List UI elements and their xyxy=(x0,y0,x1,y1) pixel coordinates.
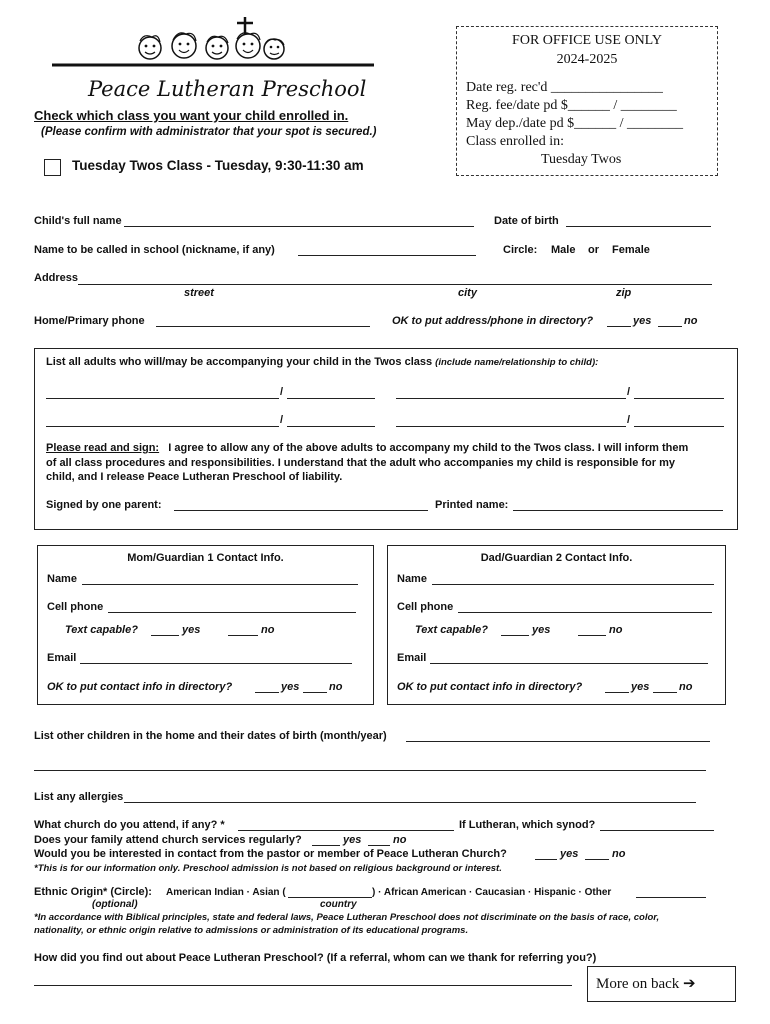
agreement-line-2: of all class procedures and responsibilities. I understand that the adult who accompanies my child is responsible for my xyxy=(46,457,675,469)
attend-regularly-label: Does your family attend church services regularly? xyxy=(34,834,302,846)
other-children-label: List other children in the home and their dates of birth (month/year) xyxy=(34,730,387,742)
nondiscrimination-2: nationality, or ethnic origin relative to admissions or administration of its educational programs. xyxy=(34,925,469,936)
contact-pastor-label: Would you be interested in contact from the pastor or member of Peace Lutheran Church? xyxy=(34,848,507,860)
ethnic-options-a[interactable]: American Indian · Asian ( xyxy=(166,887,286,898)
guardian-1-text-yes-field[interactable] xyxy=(151,635,179,636)
adults-instruction xyxy=(46,356,598,368)
synod-label: If Lutheran, which synod? xyxy=(459,819,596,831)
contact-yes-field[interactable] xyxy=(535,859,557,860)
nickname-field[interactable] xyxy=(298,255,476,256)
adults-instruction-text: List all adults who will/may be accompanying your child in the Twos class xyxy=(46,356,433,368)
guardian-2-text-no-field[interactable] xyxy=(578,635,606,636)
adult-3-name-field[interactable] xyxy=(46,426,279,427)
contact-no-field[interactable] xyxy=(585,859,609,860)
guardian-1-text-capable: Text capable? xyxy=(65,624,138,636)
adult-1-slash: / xyxy=(280,386,284,398)
allergies-field[interactable] xyxy=(124,802,696,803)
attend-yes-field[interactable] xyxy=(312,845,340,846)
ethnic-other-field[interactable] xyxy=(636,897,706,898)
agreement-text-1: I agree to allow any of the above adults to accompany my child to the Twos class. I will inform them xyxy=(168,442,689,454)
agreement-line-1 xyxy=(46,442,688,454)
synod-field[interactable] xyxy=(600,830,714,831)
other-children-field[interactable] xyxy=(406,741,710,742)
guardian-1-ok-directory: OK to put contact info in directory? xyxy=(47,681,233,693)
confirm-note: (Please confirm with administrator that your spot is secured.) xyxy=(41,126,377,138)
header-illustration xyxy=(52,15,374,69)
guardian-1-name-label: Name xyxy=(47,573,77,585)
guardian-1-text-no: no xyxy=(261,624,275,636)
signature-field[interactable] xyxy=(174,510,428,511)
nondiscrimination-1: *In accordance with Biblical principles, state and federal laws, Peace Lutheran Preschool does not discriminate on the basis of race, color, xyxy=(34,912,660,923)
guardian-2-cell-label: Cell phone xyxy=(397,601,454,613)
guardian-2-text-yes-field[interactable] xyxy=(501,635,529,636)
guardian-2-ok-no-field[interactable] xyxy=(653,692,677,693)
zip-label: zip xyxy=(616,287,632,299)
guardian-2-name-label: Name xyxy=(397,573,427,585)
church-field[interactable] xyxy=(238,830,454,831)
ok-directory-yes: yes xyxy=(633,315,652,327)
adult-4-slash: / xyxy=(627,414,631,426)
class-option-label: Tuesday Twos Class - Tuesday, 9:30-11:30 am xyxy=(72,158,364,173)
office-date-reg: Date reg. rec'd ________________ xyxy=(466,80,663,95)
gender-or: or xyxy=(588,244,599,256)
adult-1-relationship-field[interactable] xyxy=(287,398,375,399)
school-name-title: Peace Lutheran Preschool xyxy=(88,77,367,101)
children-faces-icon xyxy=(52,15,374,69)
check-class-heading: Check which class you want your child enrolled in. xyxy=(34,108,349,123)
tuesday-twos-checkbox[interactable] xyxy=(44,159,61,176)
office-title: FOR OFFICE USE ONLY xyxy=(512,33,662,48)
agreement-line-3: child, and I release Peace Lutheran Preschool of liability. xyxy=(46,471,343,483)
adult-2-slash: / xyxy=(627,386,631,398)
more-on-back-label: More on back ➔ xyxy=(596,976,696,992)
country-label: country xyxy=(320,899,357,910)
guardian-1-cell-field[interactable] xyxy=(108,612,356,613)
phone-label: Home/Primary phone xyxy=(34,315,145,327)
guardian-1-ok-yes: yes xyxy=(281,681,300,693)
contact-no: no xyxy=(612,848,626,860)
guardian-1-ok-no: no xyxy=(329,681,343,693)
adult-4-relationship-field[interactable] xyxy=(634,426,724,427)
info-note: *This is for our information only. Preschool admission is not based on religious background or interest. xyxy=(34,863,502,874)
gender-male[interactable]: Male xyxy=(551,244,576,256)
guardian-2-email-field[interactable] xyxy=(430,663,708,664)
printed-label: Printed name: xyxy=(435,499,509,511)
guardian-2-ok-no: no xyxy=(679,681,693,693)
address-field[interactable] xyxy=(78,284,712,285)
ok-directory-no-field[interactable] xyxy=(658,326,682,327)
church-label: What church do you attend, if any? * xyxy=(34,819,225,831)
guardian-1-ok-yes-field[interactable] xyxy=(255,692,279,693)
circle-label: Circle: xyxy=(503,244,538,256)
referral-label: How did you find out about Peace Lutheran Preschool? (If a referral, whom can we thank for referring you?) xyxy=(34,952,597,964)
nickname-label: Name to be called in school (nickname, if any) xyxy=(34,244,275,256)
printed-name-field[interactable] xyxy=(513,510,723,511)
guardian-1-text-no-field[interactable] xyxy=(228,635,258,636)
other-children-field-2[interactable] xyxy=(34,770,706,771)
adult-4-name-field[interactable] xyxy=(396,426,626,427)
attend-no: no xyxy=(393,834,407,846)
guardian-1-cell-label: Cell phone xyxy=(47,601,104,613)
optional-label: (optional) xyxy=(92,899,138,910)
street-label: street xyxy=(184,287,214,299)
office-may-dep: May dep./date pd $______ / ________ xyxy=(466,116,683,131)
guardian-2-text-capable: Text capable? xyxy=(415,624,488,636)
ok-directory-no: no xyxy=(684,315,698,327)
allergies-label: List any allergies xyxy=(34,791,124,803)
ok-directory-yes-field[interactable] xyxy=(607,326,631,327)
city-label: city xyxy=(458,287,477,299)
guardian-2-title: Dad/Guardian 2 Contact Info. xyxy=(480,552,633,564)
adult-3-slash: / xyxy=(280,414,284,426)
guardian-2-ok-yes: yes xyxy=(631,681,650,693)
adult-1-name-field[interactable] xyxy=(46,398,279,399)
guardian-2-name-field[interactable] xyxy=(432,584,714,585)
office-year: 2024-2025 xyxy=(556,52,618,67)
contact-yes: yes xyxy=(560,848,579,860)
ethnic-country-field[interactable] xyxy=(288,897,372,898)
guardian-1-email-field[interactable] xyxy=(80,663,352,664)
dob-label: Date of birth xyxy=(494,215,559,227)
attend-no-field[interactable] xyxy=(368,845,390,846)
adults-instruction-note: (include name/relationship to child): xyxy=(435,357,599,368)
guardian-2-email-label: Email xyxy=(397,652,427,664)
guardian-2-text-no: no xyxy=(609,624,623,636)
guardian-1-text-yes: yes xyxy=(182,624,201,636)
guardian-2-ok-directory: OK to put contact info in directory? xyxy=(397,681,583,693)
ethnic-options-b[interactable]: ) · African American · Caucasian · Hispanic · Other xyxy=(372,887,612,898)
attend-yes: yes xyxy=(343,834,362,846)
ok-directory-label: OK to put address/phone in directory? xyxy=(392,315,594,327)
read-sign-label: Please read and sign: xyxy=(46,442,160,454)
gender-female[interactable]: Female xyxy=(612,244,650,256)
guardian-2-cell-field[interactable] xyxy=(458,612,712,613)
dob-field[interactable] xyxy=(566,226,711,227)
child-full-name-field[interactable] xyxy=(124,226,474,227)
guardian-2-text-yes: yes xyxy=(532,624,551,636)
adult-3-relationship-field[interactable] xyxy=(287,426,375,427)
child-full-name-label: Child's full name xyxy=(34,215,122,227)
signed-label: Signed by one parent: xyxy=(46,499,162,511)
guardian-1-ok-no-field[interactable] xyxy=(303,692,327,693)
address-label: Address xyxy=(34,272,79,284)
guardian-2-ok-yes-field[interactable] xyxy=(605,692,629,693)
guardian-1-email-label: Email xyxy=(47,652,77,664)
adult-2-relationship-field[interactable] xyxy=(634,398,724,399)
ethnic-label: Ethnic Origin* (Circle): xyxy=(34,886,152,898)
phone-field[interactable] xyxy=(156,326,370,327)
office-class-value: Tuesday Twos xyxy=(541,152,622,167)
guardian-1-title: Mom/Guardian 1 Contact Info. xyxy=(127,552,284,564)
office-reg-fee: Reg. fee/date pd $______ / ________ xyxy=(466,98,677,113)
office-class-enrolled: Class enrolled in: xyxy=(466,134,564,149)
adult-2-name-field[interactable] xyxy=(396,398,626,399)
referral-field[interactable] xyxy=(34,985,572,986)
guardian-1-name-field[interactable] xyxy=(82,584,358,585)
